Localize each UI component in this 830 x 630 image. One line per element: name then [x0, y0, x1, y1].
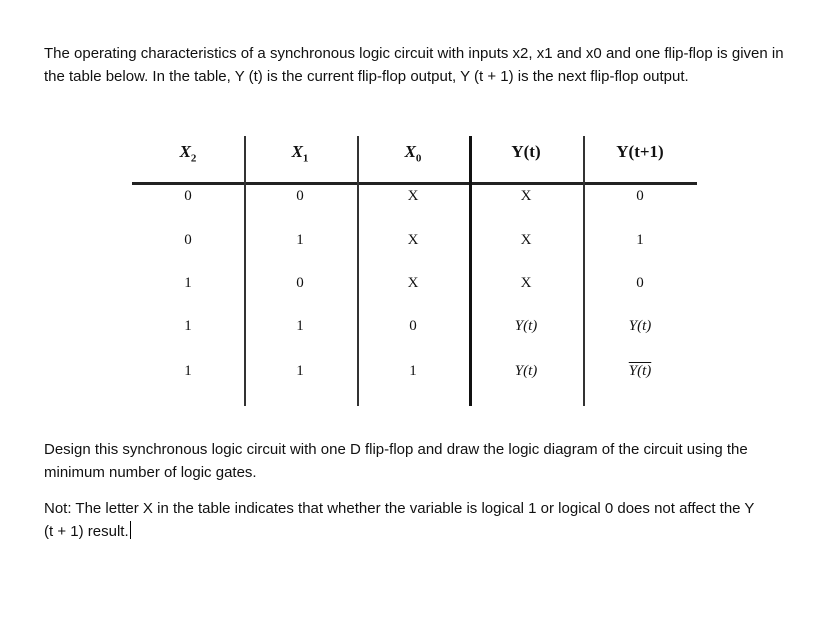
header-cell-3	[405, 142, 422, 164]
cell-value: X	[520, 275, 532, 291]
table-cell	[296, 318, 304, 335]
cell-value: 0	[409, 318, 417, 334]
cell-value: 1	[409, 363, 417, 379]
header-subscript: 1	[302, 152, 309, 165]
column-divider-3	[469, 136, 472, 406]
table-cell	[296, 188, 304, 205]
cell-value: 1	[184, 275, 192, 291]
table-cell	[184, 188, 192, 205]
column-divider-2	[357, 136, 359, 406]
column-divider-1	[244, 136, 246, 406]
cell-value: 0	[184, 232, 192, 248]
truth-table	[132, 132, 697, 408]
cell-value: X	[520, 188, 532, 204]
header-subscript: 0	[415, 152, 422, 165]
cell-value: 0	[296, 188, 304, 204]
header-subscript: 2	[190, 152, 197, 165]
table-cell	[636, 188, 644, 205]
table-cell	[296, 275, 304, 292]
table-cell	[636, 275, 644, 292]
cell-value: X	[407, 275, 419, 291]
header-variable: X	[404, 142, 416, 161]
header-cell-2	[292, 142, 309, 164]
note-paragraph	[44, 497, 764, 543]
table-cell	[521, 188, 532, 205]
cell-value: 1	[296, 363, 304, 379]
table-cell	[636, 232, 644, 249]
header-variable: X	[179, 142, 191, 161]
table-cell	[409, 363, 417, 380]
table-cell	[515, 363, 538, 380]
cell-value: 1	[636, 232, 644, 248]
cell-value: X	[520, 232, 532, 248]
note-text: Not: The letter X in the table indicates that whether the variable is logical 1 or logical 0 does not affect the Y (t + 1) result.	[44, 500, 755, 540]
table-cell	[408, 232, 419, 249]
table-cell	[184, 318, 192, 335]
cell-value: X	[407, 232, 419, 248]
cell-value: 1	[184, 318, 192, 334]
table-cell	[515, 318, 538, 335]
table-cell	[296, 363, 304, 380]
header-variable: X	[291, 142, 303, 161]
header-rule	[132, 182, 697, 185]
header-cell-4: Y(t)	[511, 142, 541, 161]
design-paragraph: Design this synchronous logic circuit with one D flip-flop and draw the logic diagram of the circuit using the minimum number of logic gates.	[44, 441, 748, 481]
intro-paragraph: The operating characteristics of a synchronous logic circuit with inputs x2, x1 and x0 and one flip-flop is given in the table below. In the table, Y (t) is the current flip-flop output, Y (t + 1) is the next flip-flop output.	[44, 45, 784, 85]
table-cell	[184, 232, 192, 249]
cell-value: 1	[296, 318, 304, 334]
table-cell	[629, 363, 652, 380]
table-cell	[184, 363, 192, 380]
table-cell	[408, 188, 419, 205]
cell-value: 0	[636, 188, 644, 204]
cell-value: 1	[184, 363, 192, 379]
cell-value: Y(t)	[514, 363, 538, 379]
column-divider-4	[583, 136, 585, 406]
table-cell	[184, 275, 192, 292]
header-cell-1	[180, 142, 197, 164]
table-cell	[408, 275, 419, 292]
cell-value: 0	[636, 275, 644, 291]
cell-value: Y(t)	[628, 318, 652, 334]
table-cell	[629, 318, 652, 335]
cell-value: 0	[184, 188, 192, 204]
cell-value: 1	[296, 232, 304, 248]
table-cell	[521, 275, 532, 292]
header-cell-5: Y(t+1)	[616, 142, 664, 161]
cell-value: Y(t)	[514, 318, 538, 334]
cell-value: X	[407, 188, 419, 204]
cell-value: Y(t)	[628, 363, 652, 379]
cell-value: 0	[296, 275, 304, 291]
text-cursor	[130, 521, 131, 539]
table-cell	[521, 232, 532, 249]
table-cell	[296, 232, 304, 249]
table-cell	[409, 318, 417, 335]
